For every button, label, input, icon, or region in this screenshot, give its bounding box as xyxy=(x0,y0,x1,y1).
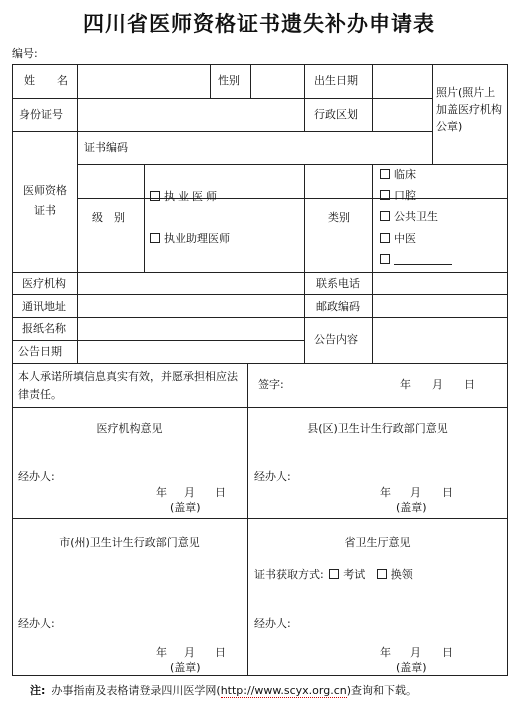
checkbox-icon[interactable] xyxy=(380,233,390,243)
category-option-3[interactable]: 公共卫生 xyxy=(380,210,438,224)
date-year: 年 xyxy=(156,486,167,499)
website-link[interactable]: http://www.scyx.org.cn xyxy=(220,684,347,697)
obtain-method: 证书获取方式: 考试 换领 xyxy=(254,568,413,581)
sign-day: 日 xyxy=(464,378,475,391)
date-year: 年 xyxy=(380,486,391,499)
blank-field[interactable] xyxy=(394,254,452,265)
category-option-5[interactable] xyxy=(380,253,452,267)
photo-label: 照片(照片上加盖医疗机构公章) xyxy=(436,86,502,133)
city-opinion-title: 市(州)卫生计生行政部门意见 xyxy=(59,536,200,549)
obtain-option-exam[interactable]: 考试 xyxy=(327,568,365,581)
date-year: 年 xyxy=(156,646,167,659)
newspaper-label: 报纸名称 xyxy=(22,322,66,335)
level-option-2[interactable]: 执业助理医师 xyxy=(150,232,230,246)
date-month: 月 xyxy=(410,646,421,659)
announce-content-label: 公告内容 xyxy=(314,333,358,346)
name-label: 姓 名 xyxy=(24,74,68,87)
id-number-label: 身份证号 xyxy=(19,108,63,121)
seal-label: (盖章) xyxy=(170,661,201,674)
category-option-2[interactable]: 口腔 xyxy=(380,189,416,203)
seal-label: (盖章) xyxy=(396,661,427,674)
address-label: 通讯地址 xyxy=(22,300,66,313)
postcode-label: 邮政编码 xyxy=(316,300,360,313)
checkbox-icon[interactable] xyxy=(380,169,390,179)
checkbox-icon[interactable] xyxy=(329,569,339,579)
handler-label: 经办人: xyxy=(18,470,55,483)
phone-label: 联系电话 xyxy=(316,277,360,290)
date-day: 日 xyxy=(442,486,453,499)
category-option-1[interactable]: 临床 xyxy=(380,168,416,182)
checkbox-icon[interactable] xyxy=(150,191,160,201)
date-day: 日 xyxy=(215,486,226,499)
announce-date-label: 公告日期 xyxy=(18,345,62,358)
seal-label: (盖章) xyxy=(396,501,427,514)
date-day: 日 xyxy=(215,646,226,659)
form-title: 四川省医师资格证书遗失补办申请表 xyxy=(83,11,435,36)
level-label: 级 别 xyxy=(92,211,125,224)
region-label: 行政区划 xyxy=(314,108,358,121)
checkbox-icon[interactable] xyxy=(380,211,390,221)
gender-label: 性别 xyxy=(218,74,240,87)
date-day: 日 xyxy=(442,646,453,659)
handler-label: 经办人: xyxy=(254,470,291,483)
checkbox-icon[interactable] xyxy=(150,233,160,243)
county-opinion-title: 县(区)卫生计生行政部门意见 xyxy=(307,422,448,435)
note-prefix: 注: xyxy=(30,684,46,697)
obtain-option-renew[interactable]: 换领 xyxy=(377,568,413,581)
note-text: 办事指南及表格请登录四川医学网( xyxy=(51,684,221,697)
sign-year: 年 xyxy=(400,378,411,391)
note-suffix: )查询和下载。 xyxy=(346,684,418,697)
handler-label: 经办人: xyxy=(18,617,55,630)
birthdate-label: 出生日期 xyxy=(314,74,358,87)
cert-number-label: 证书编码 xyxy=(84,141,128,154)
checkbox-icon[interactable] xyxy=(380,190,390,200)
seal-label: (盖章) xyxy=(170,501,201,514)
pledge-text: 本人承诺所填信息真实有效，并愿承担相应法律责任。 xyxy=(18,370,238,401)
checkbox-icon[interactable] xyxy=(377,569,387,579)
date-month: 月 xyxy=(184,486,195,499)
level-option-1[interactable]: 执业医师 xyxy=(150,190,220,204)
institution-label: 医疗机构 xyxy=(22,277,66,290)
institution-opinion-title: 医疗机构意见 xyxy=(96,422,163,435)
checkbox-icon[interactable] xyxy=(380,254,390,264)
date-month: 月 xyxy=(184,646,195,659)
sign-label: 签字: xyxy=(258,378,284,391)
category-label: 类别 xyxy=(328,211,350,224)
cert-section-label: 医师资格证书 xyxy=(23,184,67,217)
sign-month: 月 xyxy=(432,378,443,391)
application-form xyxy=(12,64,508,676)
serial-label: 编号: xyxy=(12,47,38,60)
handler-label: 经办人: xyxy=(254,617,291,630)
footnote xyxy=(30,682,417,698)
date-month: 月 xyxy=(410,486,421,499)
category-option-4[interactable]: 中医 xyxy=(380,232,416,246)
date-year: 年 xyxy=(380,646,391,659)
province-opinion-title: 省卫生厅意见 xyxy=(344,536,411,549)
